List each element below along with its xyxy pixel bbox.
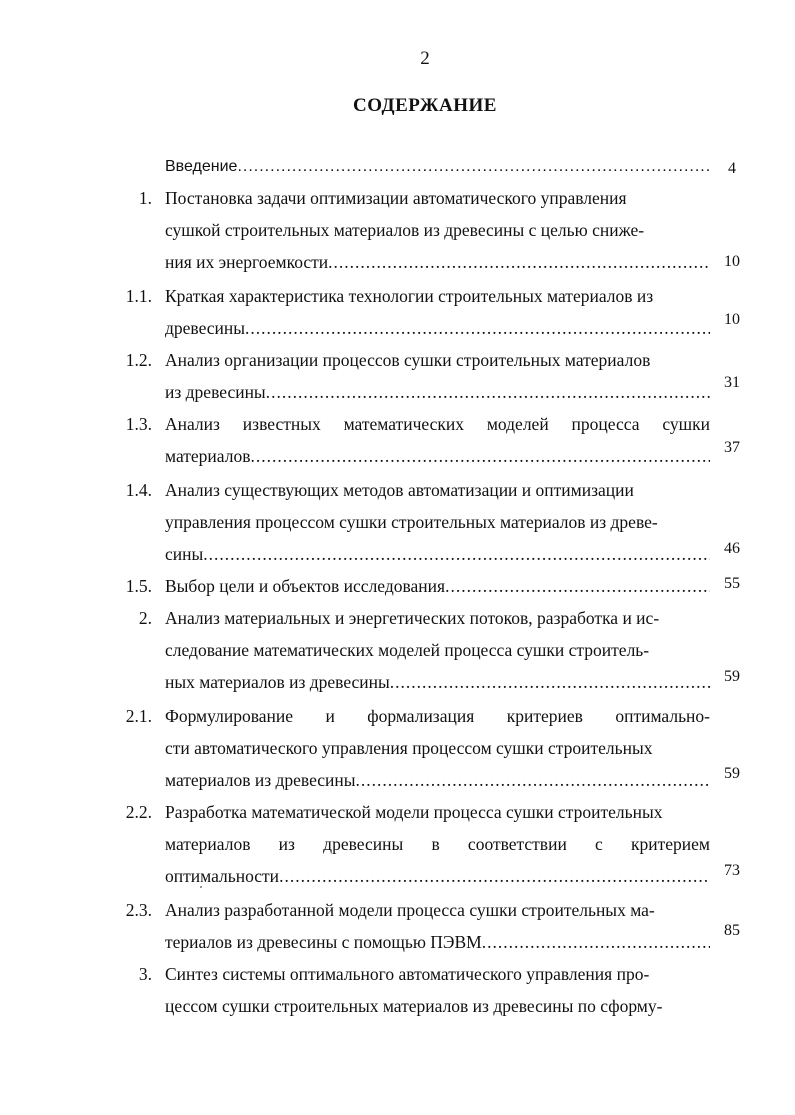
toc-text: оптимальности (165, 866, 280, 886)
toc-number: 1.1. (125, 286, 152, 306)
toc-line (165, 927, 710, 957)
toc-line: Анализ разработанной модели процесса сушки строительных ма- (165, 900, 655, 920)
toc-text: древесины (165, 318, 246, 338)
toc-page: 85 (724, 922, 740, 939)
toc-page: 59 (724, 668, 740, 685)
toc-line: Постановка задачи оптимизации автоматического управления (165, 188, 627, 208)
toc-line (165, 152, 710, 182)
toc-line (165, 765, 710, 795)
toc-page: 55 (724, 575, 740, 592)
toc-line (165, 441, 710, 471)
toc-text: Введение (165, 158, 238, 175)
leader-dots (279, 861, 710, 891)
leader-dots (237, 152, 710, 182)
leader-dots (250, 441, 710, 471)
toc-line (165, 247, 710, 277)
toc-number: 3. (138, 964, 152, 984)
leader-dots (328, 247, 710, 277)
toc-line: Анализ материальных и энергетических потоков, разработка и ис- (165, 608, 660, 628)
toc-number: 2. (138, 608, 152, 628)
toc-line (165, 571, 710, 601)
toc-line: материалов из древесины в соответствии с критерием (165, 834, 710, 854)
leader-dots (266, 377, 710, 407)
toc-line: сушкой строительных материалов из древесины с целью сниже- (165, 220, 645, 240)
toc-line: цессом сушки строительных материалов из древесины по сформу- (165, 996, 663, 1016)
toc-number: 2.2. (125, 802, 152, 822)
toc-text: сины (165, 544, 204, 564)
toc-number: 1.4. (125, 480, 152, 500)
scan-speck (200, 886, 202, 888)
leader-dots (482, 927, 710, 957)
toc-text: териалов из древесины с помощью ПЭВМ (165, 932, 482, 952)
toc-text: из древесины (165, 382, 266, 402)
toc-page: 31 (724, 374, 740, 391)
leader-dots (445, 571, 710, 601)
toc-page: 10 (724, 253, 740, 270)
toc-page: 4 (728, 160, 736, 177)
toc-page: 46 (724, 540, 740, 557)
toc-line (165, 667, 710, 697)
toc-text: ных материалов из древесины (165, 672, 390, 692)
leader-dots (356, 765, 710, 795)
toc-line: сти автоматического управления процессом сушки строительных (165, 738, 653, 758)
leader-dots (245, 313, 710, 343)
page-number: 2 (420, 48, 430, 69)
toc-text: материалов (165, 446, 251, 466)
toc-line: Краткая характеристика технологии строительных материалов из (165, 286, 654, 306)
toc-line: Анализ организации процессов сушки строительных материалов (165, 350, 651, 370)
toc-line: Разработка математической модели процесса сушки строительных (165, 802, 663, 822)
toc-number: 1.2. (125, 350, 152, 370)
toc-number: 1. (138, 188, 152, 208)
toc-line (165, 313, 710, 343)
toc-number: 2.1. (125, 706, 152, 726)
toc-page: 73 (724, 862, 740, 879)
leader-dots (390, 667, 710, 697)
toc-number: 2.3. (125, 900, 152, 920)
toc-number: 1.3. (125, 414, 152, 434)
toc-text: Выбор цели и объектов исследования (165, 576, 446, 596)
page-title: СОДЕРЖАНИЕ (353, 95, 497, 116)
toc-page: 59 (724, 765, 740, 782)
toc-line: Синтез системы оптимального автоматического управления про- (165, 964, 650, 984)
toc-text: материалов из древесины (165, 770, 356, 790)
toc-number: 1.5. (125, 576, 152, 596)
toc-line: Формулирование и формализация критериев оптимально- (165, 706, 710, 726)
toc-line: управления процессом сушки строительных материалов из древе- (165, 512, 658, 532)
toc-page: 10 (724, 311, 740, 328)
toc-line: Анализ известных математических моделей процесса сушки (165, 414, 710, 434)
toc-line (165, 377, 710, 407)
toc-page: 37 (724, 439, 740, 456)
leader-dots (203, 539, 710, 569)
toc-line (165, 861, 710, 891)
toc-text: ния их энергоемкости (165, 252, 329, 272)
toc-line (165, 539, 710, 569)
toc-line: следование математических моделей процесса сушки строитель- (165, 640, 650, 660)
toc-line: Анализ существующих методов автоматизации и оптимизации (165, 480, 634, 500)
